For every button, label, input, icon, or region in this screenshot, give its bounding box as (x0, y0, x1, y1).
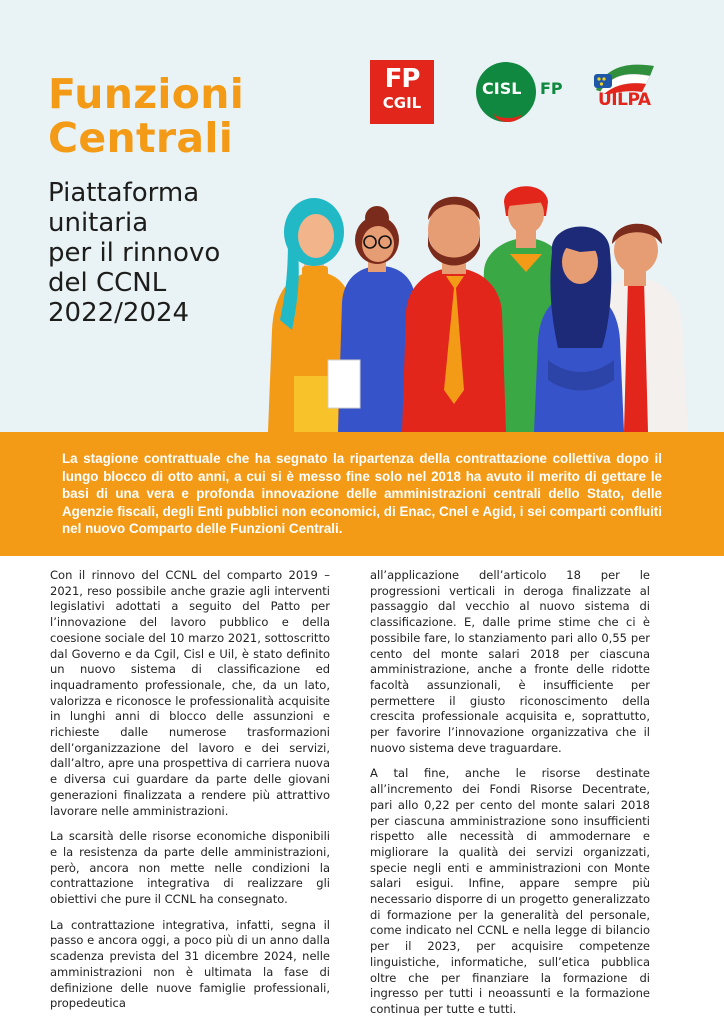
cisl-fp-logo (476, 62, 572, 124)
body-paragraph: La contrattazione integrativa, infatti, segna il passo e ancora oggi, a poco più di un anno dalla scadenza prevista del 31 dicembre 2024, nelle amministrazioni non è ultimata la fase di definizione delle nuove famiglie professionali, propedeutica (50, 917, 330, 1011)
body-column-right (370, 568, 650, 1028)
body-paragraph: A tal fine, anche le risorse destinate all’incremento dei Fondi Risorse Decentrate, pari allo 0,22 per cento del monte salari 2018 per ciascuna amministrazione sono insufficienti rispetto alle necessità di ammodernare e migliorare la qualità dei servizi organizzati, specie negli enti e amministrazioni con Monte salari esigui. Infine, appare sempre più necessario disporre di un progetto generalizzato di formazione per la generalità del personale, come indicato nel CCNL e nella legge di bilancio per il 2023, per acquisire competenze linguistiche, informatiche, sull’etica pubblica oltre che per finanziare la formazione di ingresso per tutti i neoassunti e la formazione continua per tutte e tutti. (370, 766, 650, 1016)
body-paragraph: Con il rinnovo del CCNL del comparto 2019 – 2021, reso possibile anche grazie agli interventi legislativi adottati a seguito del Patto per l’innovazione del lavoro pubblico e della coesione sociale del 10 marzo 2021, sottoscritto dal Governo e da Cgil, Cisl e Uil, è stato definito un nuovo sistema di classificazione ed inquadramento professionale, che, da un lato, valorizza e riconosce le professionalità acquisite in lunghi anni di blocco delle assunzioni e richieste dalle numerose trasformazioni dell’organizzazione del lavoro e dei servizi, dall’altro, apre una prospettiva di carriera nuova e diversa cui guardare da parte delle giovani generazioni finalizzata a rendere più attrattivo lavorare nelle amministrazioni. (50, 568, 330, 818)
workers-illustration (258, 180, 698, 432)
header (0, 0, 724, 432)
subtitle (48, 178, 220, 328)
subtitle-line-3: per il rinnovo (48, 238, 221, 268)
title-line-1: Funzioni (48, 70, 245, 118)
intro-band (0, 432, 724, 556)
body-paragraph: all’applicazione dell’articolo 18 per le progressioni verticali in deroga finalizzate al passaggio dal vecchio al nuovo sistema di classificazione. E, dalle prime stime che ci è possibile fare, lo stanziamento pari allo 0,55 per cento del monte salari 2018 per ciascuna amministrazione, anche a fronte delle ridotte facoltà assunzionali, è insufficiente per permettere il giusto riconoscimento della crescita professionale acquisita e, soprattutto, per favorire l’innovazione organizzativa che il nuovo sistema deve traguardare. (370, 568, 650, 755)
body-column-left (50, 568, 330, 1022)
uilpa-flag-icon (588, 60, 658, 94)
title (48, 72, 244, 160)
uilpa-logo-text: UILPA (598, 90, 651, 110)
subtitle-line-2: unitaria (48, 208, 149, 238)
title-line-2: Centrali (48, 114, 234, 162)
subtitle-line-4: del CCNL (48, 268, 167, 298)
subtitle-line-5: 2022/2024 (48, 298, 190, 328)
cisl-fp-text: FP (540, 79, 563, 98)
body-paragraph: La scarsità delle risorse economiche disponibili e la resistenza da parte delle amministrazioni, però, ancora non mette nelle condizioni la contrattazione integrativa di realizzare gli obiettivi che pure il CCNL ha consegnato. (50, 829, 330, 907)
intro-text: La stagione contrattuale che ha segnato la ripartenza della contrattazione collettiva dopo il lungo blocco di otto anni, a cui si è messo fine solo nel 2018 ha avuto il merito di gettare le basi di una vera e profonda innovazione delle amministrazioni centrali dello Stato, delle Agenzie fiscali, degli Enti pubblici non economici, di Enac, Cnel e Agid, i sei comparti confluiti nel nuovo Comparto delle Funzioni Centrali. (62, 451, 662, 537)
subtitle-line-1: Piattaforma (48, 178, 200, 208)
cisl-swoosh (494, 104, 522, 122)
fp-cgil-logo-top: FP (384, 64, 420, 94)
fp-cgil-logo-bottom: CGIL (382, 94, 422, 112)
cisl-logo-text: CISL (482, 79, 522, 98)
uilpa-logo (588, 60, 678, 122)
person-6-figure (402, 197, 506, 432)
fp-cgil-logo (370, 60, 434, 124)
